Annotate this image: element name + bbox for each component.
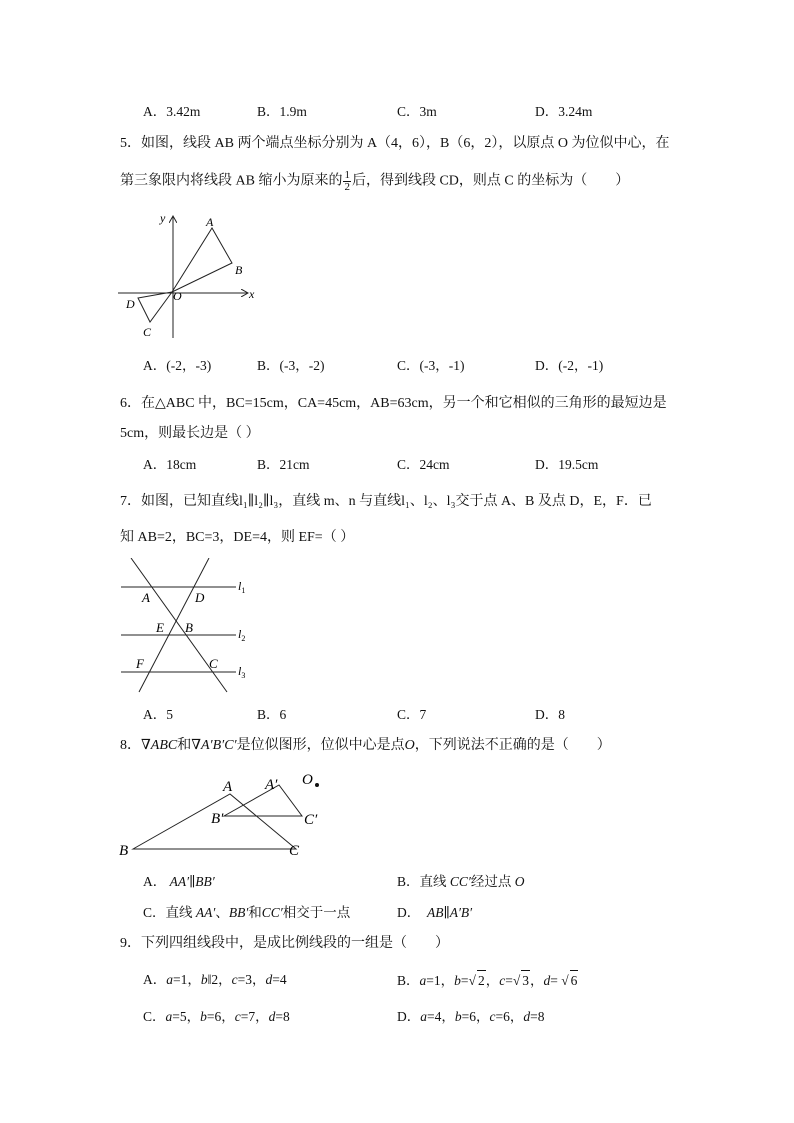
q8-label-b: B (119, 843, 129, 859)
q9-d-var-b: b (454, 1009, 462, 1024)
q8-label-a2: A′ (265, 777, 278, 793)
q9-d-val-c: =6， (495, 1009, 524, 1024)
q5-option-a[interactable]: A．(-2，-3) (143, 358, 212, 373)
q9-d-val-d: =8 (530, 1009, 545, 1024)
q5-figure (118, 208, 263, 343)
q6-option-a[interactable]: A．18cm (143, 457, 197, 472)
q9-b-sqrt-c: √ 3 (513, 973, 530, 988)
q7-option-b[interactable]: B．6 (257, 707, 287, 722)
q8-option-c-prefix: C．直线 (143, 905, 193, 920)
q9-a-var-b: b (200, 972, 208, 987)
q7-option-a[interactable]: A．5 (143, 707, 173, 722)
q9-option-b[interactable] (397, 970, 578, 991)
q8-label-b2: B′ (211, 811, 224, 827)
q7-label-l2: $l_2$ (238, 627, 246, 643)
q8-option-c[interactable] (143, 903, 350, 923)
q8-option-b-suffix: 经过点 (470, 874, 512, 889)
q9-b-prefix: B． (397, 973, 420, 988)
q6-stem-line2: 5cm，则最长边是（ ） (120, 426, 260, 441)
q9-b-var-d: d (543, 973, 551, 988)
q9-a-val-b: ‖2， (207, 972, 232, 987)
q9-b-eq-b: = (460, 973, 469, 988)
q9-b-eq-c: = (505, 973, 513, 988)
q4-option-a[interactable]: A．3.42m (143, 104, 201, 119)
q7-label-l1: $l_1$ (238, 579, 246, 595)
q5-triangle-oab (172, 228, 232, 292)
q9-a-var-d: d (265, 972, 273, 987)
q7-label-e: E (156, 620, 164, 635)
q5-stem-line1: 5．如图，线段 AB 两个端点坐标分别为 A（4，6），B（6，2），以原点 O 为位似中心，在 (120, 136, 670, 151)
q8-center-point (315, 783, 319, 787)
q8-option-d-math: AB∥A′B′ (427, 905, 473, 920)
q9-option-d[interactable] (397, 1007, 545, 1027)
q9-a-var-a: a (166, 972, 173, 987)
q8-option-c-suffix: 相交于一点 (282, 905, 351, 920)
q8-stem (120, 736, 611, 756)
q7-label-b: B (185, 620, 193, 635)
q8-option-c-sep: 、 (215, 905, 229, 920)
q5-label-y: y (160, 211, 166, 225)
q9-c-var-a: a (165, 1009, 173, 1024)
q5-stem-part-b: 后，得到线段 CD，则点 C 的坐标为（ ） (351, 173, 630, 189)
q9-c-val-d: =8 (275, 1009, 290, 1024)
q5-stem-line2 (120, 170, 629, 193)
q7-stem-line1: 7．如图，已知直线l₁∥l₂∥l₃，直线 m、n 与直线l₁、l₂、l₃交于点 A、B 及点 D，E，F．已 (120, 494, 652, 509)
q9-b-var-c: c (499, 973, 506, 988)
q9-d-val-b: =6， (461, 1009, 490, 1024)
q8-option-b[interactable] (397, 872, 524, 892)
q9-b-sep2: ， (529, 973, 544, 988)
q7-option-c[interactable]: C．7 (397, 707, 427, 722)
q9-a-val-d: =4 (272, 972, 287, 987)
q7-label-d: D (195, 590, 205, 605)
q8-option-a-math: AA′∥BB′ (169, 874, 215, 889)
q9-c-prefix: C． (143, 1009, 166, 1024)
q7-stem-line2: 知 AB=2，BC=3，DE=4，则 EF=（ ） (120, 530, 355, 545)
q9-b-var-b: b (454, 973, 461, 988)
q8-label-o: O (302, 772, 313, 788)
q6-option-b[interactable]: B．21cm (257, 457, 310, 472)
q8-option-c-m3: CC′ (261, 905, 283, 920)
q6-option-c[interactable]: C．24cm (397, 457, 450, 472)
q4-option-d[interactable]: D．3.24m (535, 104, 593, 119)
q9-b-sep1: ， (485, 973, 500, 988)
q7-label-f: F (136, 656, 144, 671)
q8-option-b-prefix: B．直线 (397, 874, 447, 889)
q6-option-d[interactable]: D．19.5cm (535, 457, 599, 472)
q8-label-c: C (289, 843, 300, 859)
q9-a-val-c: =3， (237, 972, 266, 987)
q5-stem-part-a: 第三象限内将线段 AB 缩小为原来的 (120, 173, 343, 189)
q5-label-d: D (126, 297, 135, 311)
q9-b-radicand-c: 3 (521, 970, 530, 991)
q9-c-val-c: =7， (240, 1009, 269, 1024)
q9-b-sqrt-b: √ 2 (469, 973, 486, 988)
q5-fraction (343, 170, 351, 193)
q9-a-prefix: A． (143, 972, 167, 987)
q9-c-var-b: b (200, 1009, 207, 1024)
q9-b-radicand-b: 2 (477, 970, 486, 991)
q5-triangle-ocd (138, 292, 172, 322)
q5-label-o: O (173, 289, 182, 303)
q8-stem-mid: 是位似图形，位似中心是点 (236, 738, 405, 753)
q9-b-var-a: a (419, 973, 427, 988)
q8-stem-end: ，下列说法不正确的是（ ） (414, 738, 611, 753)
q9-b-val-a: =1， (426, 973, 455, 988)
q7-label-l3: $l_3$ (238, 664, 246, 680)
q5-label-b: B (235, 263, 243, 277)
q8-option-d[interactable] (397, 903, 472, 923)
q5-option-c[interactable]: C．(-3，-1) (397, 358, 465, 373)
q9-a-val-a: =1， (173, 972, 201, 987)
q9-d-prefix: D． (397, 1009, 421, 1024)
q9-d-var-d: d (523, 1009, 531, 1024)
q5-label-a: A (206, 215, 214, 229)
q6-stem-line1: 6．在△ABC 中，BC=15cm，CA=45cm，AB=63cm，另一个和它相似的三角形的最短边是 (120, 396, 667, 411)
q8-option-b-math: CC′ (449, 874, 471, 889)
q8-option-c-and: 和 (248, 905, 262, 920)
q8-triangle-a2b2c2-shape (224, 785, 302, 816)
q5-option-b[interactable]: B．(-3，-2) (257, 358, 325, 373)
q8-figure (116, 767, 336, 859)
q8-option-b-point: O (514, 874, 525, 889)
q5-fraction-den: 2 (344, 181, 350, 193)
q8-point-o: O (404, 738, 415, 753)
q5-label-x: x (249, 287, 255, 301)
q8-label-a: A (223, 779, 233, 795)
q9-b-eq-d: = (550, 973, 562, 988)
q5-label-c: C (143, 325, 152, 339)
q9-option-a[interactable] (143, 970, 287, 990)
q7-label-a: A (142, 590, 150, 605)
q7-label-c: C (209, 656, 218, 671)
q5-fraction-num: 1 (344, 169, 350, 181)
q7-figure (118, 558, 263, 693)
q9-b-radicand-d: 6 (570, 970, 579, 991)
q9-c-var-d: d (268, 1009, 276, 1024)
q8-and: 和 (177, 738, 192, 753)
q8-option-a[interactable] (143, 872, 215, 892)
q9-d-var-a: a (420, 1009, 427, 1024)
q9-c-var-c: c (234, 1009, 241, 1024)
q8-option-d-prefix: D． (397, 905, 421, 920)
q9-d-val-a: =4， (427, 1009, 455, 1024)
q7-option-d[interactable]: D．8 (535, 707, 565, 722)
q8-option-c-m2: BB′ (228, 905, 249, 920)
q9-option-c[interactable] (143, 1007, 290, 1027)
q9-c-val-a: =5， (172, 1009, 201, 1024)
q8-label-c2: C′ (304, 812, 318, 828)
q4-option-c[interactable]: C．3m (397, 104, 437, 119)
q8-triangle-abc: ∇ABC (141, 738, 178, 753)
q8-triangle-a2b2c2: ∇A′B′C′ (191, 738, 237, 753)
q8-number: 8． (120, 738, 141, 753)
q9-c-val-b: =6， (206, 1009, 235, 1024)
q5-option-d[interactable]: D．(-2，-1) (535, 358, 604, 373)
q9-d-var-c: c (489, 1009, 496, 1024)
q8-option-c-m1: AA′ (195, 905, 216, 920)
q4-option-b[interactable]: B．1.9m (257, 104, 307, 119)
q9-a-var-c: c (231, 972, 238, 987)
q9-b-sqrt-d: √ 6 (561, 973, 578, 988)
q9-stem: 9．下列四组线段中，是成比例线段的一组是（ ） (120, 936, 449, 951)
q8-option-a-prefix: A． (143, 874, 167, 889)
